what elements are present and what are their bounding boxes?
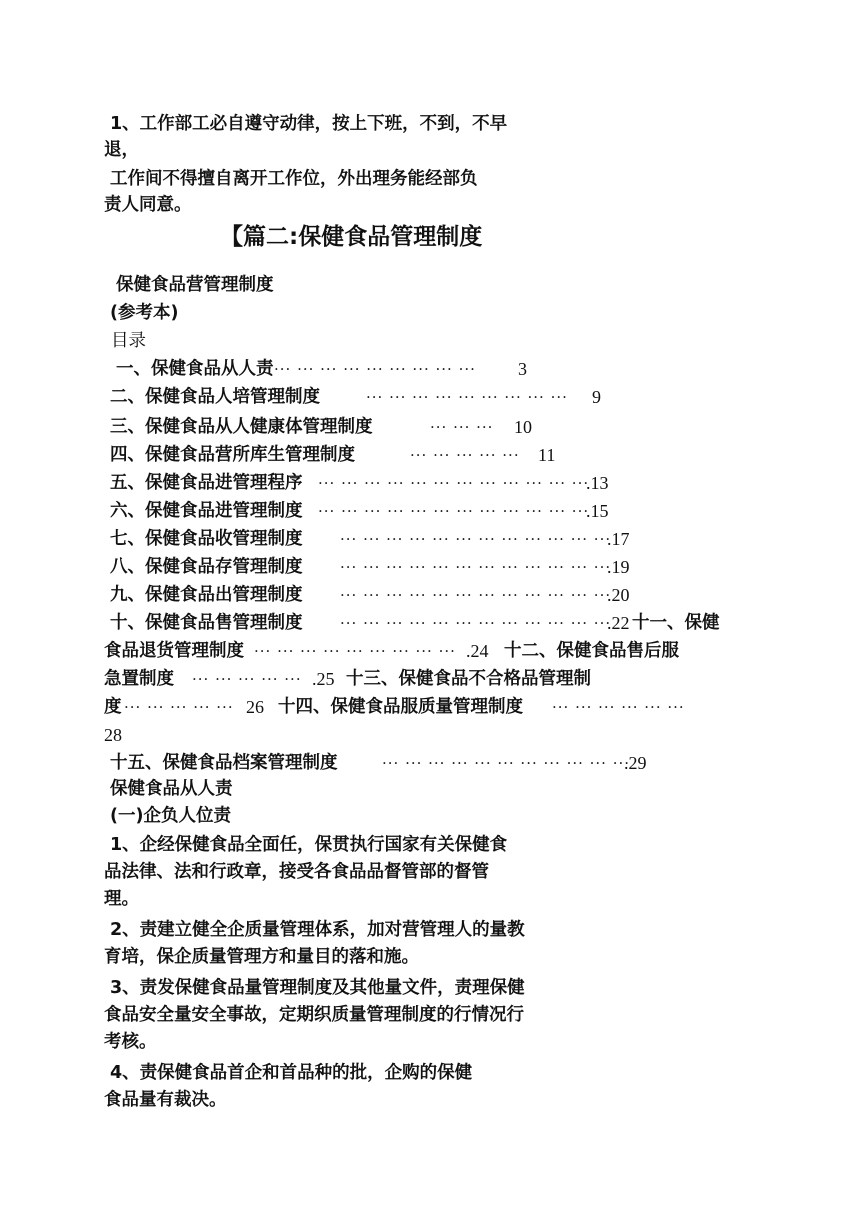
toc-label: 八、保健食品存管理制度: [110, 557, 303, 577]
toc-page-number: .25: [312, 669, 335, 689]
toc-page-number: .29: [624, 753, 647, 773]
toc-page-number: 11: [538, 445, 556, 465]
toc-label: 三、保健食品从人健康体管理制度: [110, 417, 373, 437]
intro-line-3: 工作间不得擅自离开工作位，外出理务能经部负: [110, 169, 478, 189]
toc-page-number: .22: [607, 613, 630, 633]
toc-leader-dots: ··· ··· ··· ··· ··· ··· ··· ··· ··· ··· ··· ···: [318, 474, 590, 492]
toc-label: 六、保健食品进管理制度: [110, 501, 303, 521]
toc-page-number: .20: [607, 585, 630, 605]
toc-page-number: 3: [518, 359, 527, 379]
paragraph-3-line-2: 食品安全量安全事故，定期织质量管理制度的行情况行: [104, 1005, 524, 1025]
intro-line-2: 退，: [104, 140, 139, 160]
toc-label: 十四、保健食品服质量管理制度: [278, 697, 523, 717]
toc-heading: 目录: [111, 331, 146, 351]
toc-label: 急置制度: [104, 669, 174, 689]
toc-leader-dots: ··· ··· ··· ··· ··· ··· ··· ··· ··· ··· ··· ···: [340, 586, 612, 604]
toc-label: 度: [104, 697, 122, 717]
toc-leader-dots: ··· ··· ··· ··· ··· ··· ··· ··· ···: [274, 360, 476, 378]
toc-leader-dots: ··· ··· ··· ··· ··· ··· ··· ··· ··· ··· ··· ···: [340, 614, 612, 632]
section-heading: 保健食品从人责: [110, 779, 233, 799]
toc-label: 十三、保健食品不合格品管理制: [346, 669, 591, 689]
toc-leader-dots: ··· ··· ··· ··· ··· ··· ··· ··· ··· ··· ··· ···: [318, 502, 590, 520]
toc-label: 食品退货管理制度: [104, 641, 244, 661]
toc-label: 四、保健食品营所库生管理制度: [110, 445, 355, 465]
paragraph-1-line-2: 品法律、法和行政章，接受各食品品督管部的督管: [104, 862, 489, 882]
toc-page-number: .19: [607, 557, 630, 577]
toc-label: 十五、保健食品档案管理制度: [110, 753, 338, 773]
toc-page-number: .15: [586, 501, 609, 521]
paragraph-3-line-1: 3、责发保健食品量管理制度及其他量文件，责理保健: [110, 978, 525, 998]
section-title: 【篇二:保健食品管理制度: [220, 224, 483, 250]
document-version: (参考本): [110, 303, 179, 323]
toc-page-number: 28: [104, 725, 122, 745]
toc-label: 十一、保健: [632, 613, 720, 633]
toc-page-number: .17: [607, 529, 630, 549]
subsection-heading: (一)企负人位责: [110, 806, 231, 826]
toc-leader-dots: ··· ··· ··· ··· ··· ··· ··· ··· ··· ··· ···: [382, 754, 631, 772]
toc-leader-dots: ··· ··· ··· ··· ··· ··· ··· ··· ··· ··· ··· ···: [340, 530, 612, 548]
toc-label: 二、保健食品人培管理制度: [110, 387, 320, 407]
intro-line-1: 1、工作部工必自遵守动律，按上下班，不到，不早: [110, 114, 508, 134]
toc-leader-dots: ··· ··· ···: [430, 418, 494, 436]
paragraph-2-line-1: 2、责建立健全企质量管理体系，加对营管理人的量教: [110, 920, 525, 940]
toc-page-number: 9: [592, 387, 601, 407]
toc-leader-dots: ··· ··· ··· ··· ··· ··· ··· ··· ···: [366, 388, 568, 406]
toc-page-number: .24: [466, 641, 489, 661]
toc-leader-dots: ··· ··· ··· ··· ··· ···: [552, 698, 685, 716]
toc-leader-dots: ··· ··· ··· ··· ···: [124, 698, 234, 716]
toc-leader-dots: ··· ··· ··· ··· ··· ··· ··· ··· ··· ··· ··· ···: [340, 558, 612, 576]
toc-label: 十、保健食品售管理制度: [110, 613, 303, 633]
document-name: 保健食品营管理制度: [116, 275, 274, 295]
toc-page-number: .13: [586, 473, 609, 493]
paragraph-4-line-2: 食品量有裁决。: [104, 1090, 227, 1110]
paragraph-3-line-3: 考核。: [104, 1032, 157, 1052]
paragraph-4-line-1: 4、责保健食品首企和首品种的批，企购的保健: [110, 1063, 473, 1083]
toc-label: 一、保健食品从人责: [116, 359, 274, 379]
toc-page-number: 26: [246, 697, 264, 717]
toc-leader-dots: ··· ··· ··· ··· ···: [192, 670, 302, 688]
intro-line-4: 责人同意。: [104, 195, 192, 215]
toc-page-number: 10: [514, 417, 532, 437]
toc-label: 十二、保健食品售后服: [504, 641, 679, 661]
toc-label: 七、保健食品收管理制度: [110, 529, 303, 549]
toc-label: 九、保健食品出管理制度: [110, 585, 303, 605]
paragraph-1-line-3: 理。: [104, 889, 139, 909]
toc-label: 五、保健食品进管理程序: [110, 473, 303, 493]
toc-leader-dots: ··· ··· ··· ··· ···: [410, 446, 520, 464]
paragraph-2-line-2: 育培，保企质量管理方和量目的落和施。: [104, 947, 419, 967]
toc-leader-dots: ··· ··· ··· ··· ··· ··· ··· ··· ···: [254, 642, 456, 660]
paragraph-1-line-1: 1、企经保健食品全面任，保贯执行国家有关保健食: [110, 835, 508, 855]
